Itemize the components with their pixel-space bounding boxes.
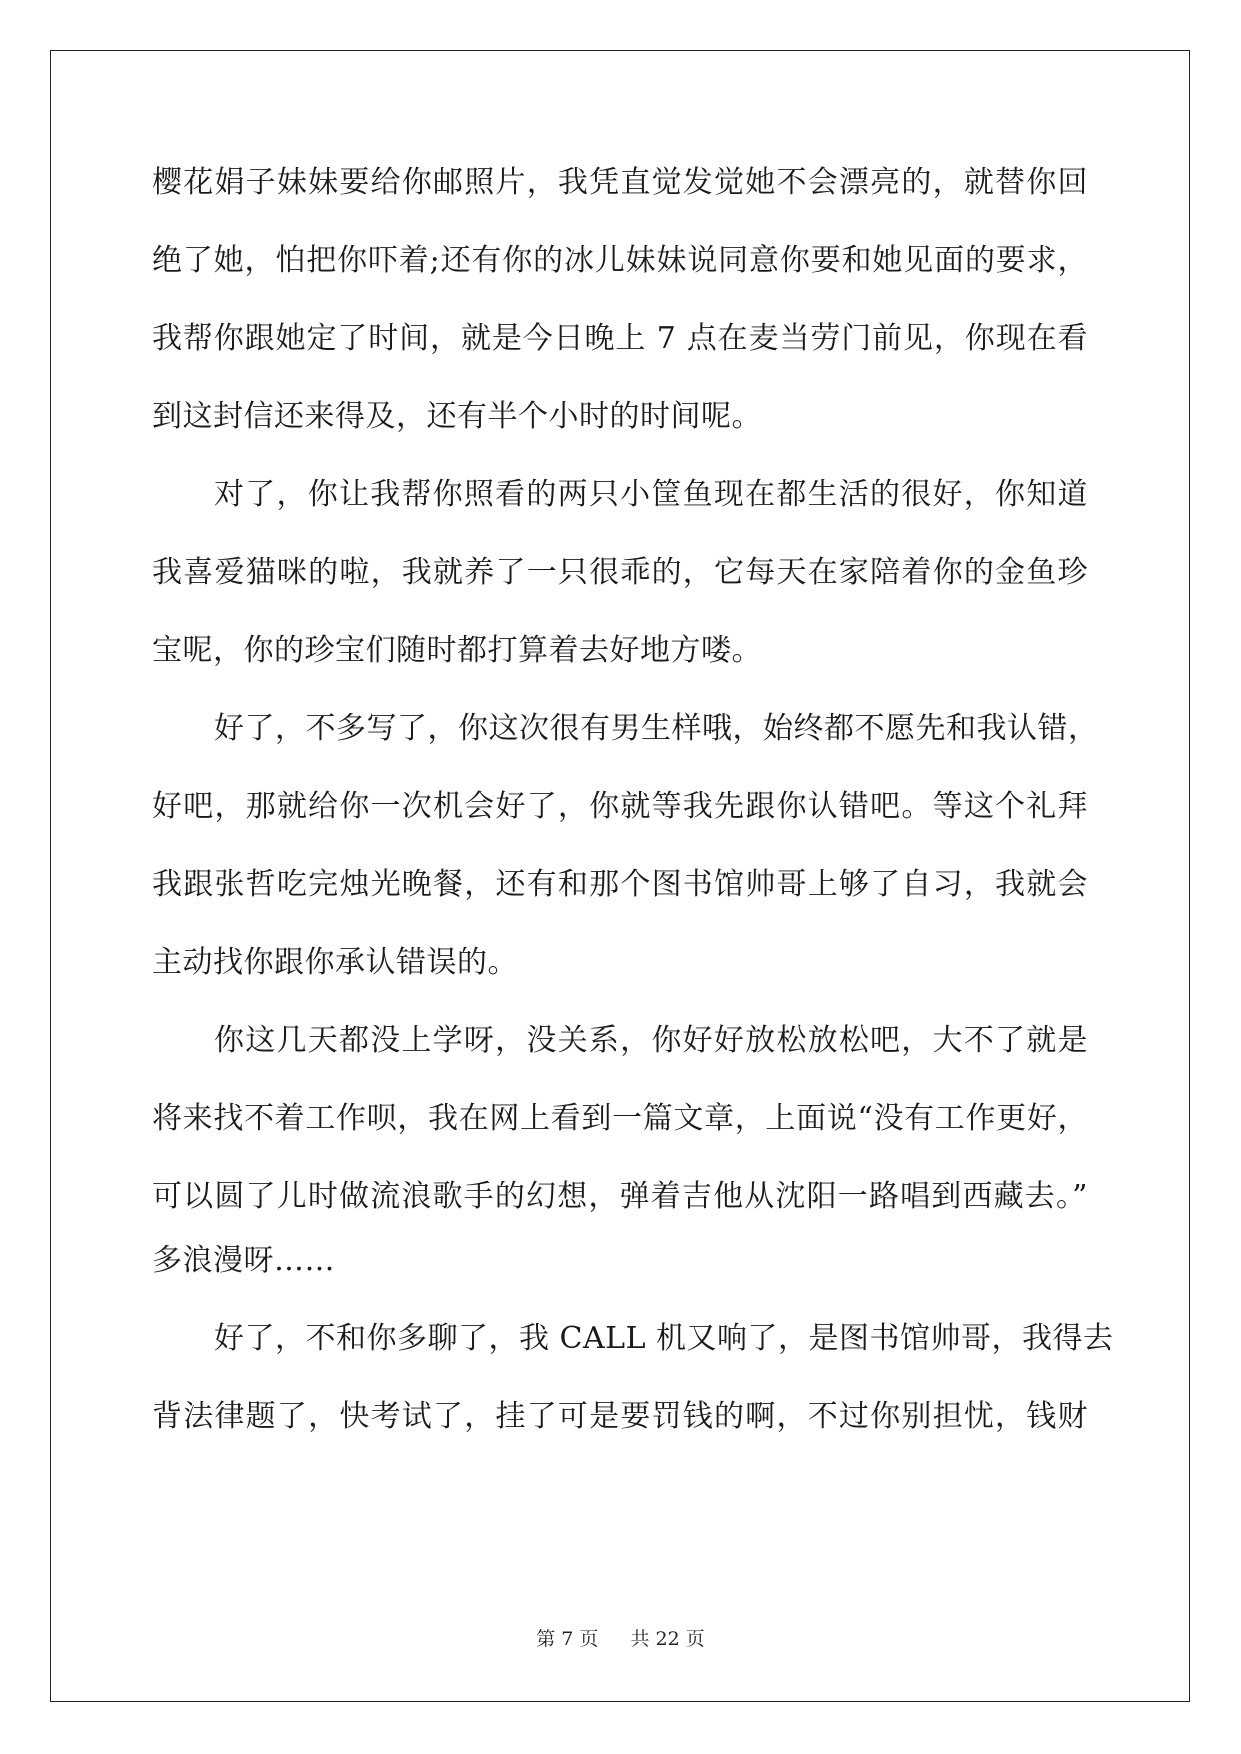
paragraph-first-line: 你这几天都没上学呀，没关系，你好好放松放松吧，大不了就是 — [214, 1023, 1088, 1058]
document-body — [152, 161, 1114, 1473]
text-line: 我帮你跟她定了时间，就是今日晚上 7 点在麦当劳门前见，你现在看 — [152, 321, 1088, 356]
text-line: 将来找不着工作呗，我在网上看到一篇文章，上面说“没有工作更好， — [152, 1101, 1088, 1136]
text-line: 背法律题了，快考试了，挂了可是要罚钱的啊，不过你别担忧，钱财 — [152, 1399, 1088, 1434]
text-line: 我跟张哲吃完烛光晚餐，还有和那个图书馆帅哥上够了自习，我就会 — [152, 867, 1088, 902]
paragraph-first-line: 好了，不多写了，你这次很有男生样哦，始终都不愿先和我认错， — [214, 711, 1099, 746]
page-number: 第 7 页 — [536, 1628, 599, 1650]
text-line: 可以圆了儿时做流浪歌手的幻想，弹着吉他从沈阳一路唱到西藏去。” — [152, 1179, 1088, 1214]
text-line: 樱花娟子妹妹要给你邮照片，我凭直觉发觉她不会漂亮的，就替你回 — [152, 165, 1088, 200]
text-line: 我喜爱猫咪的啦，我就养了一只很乖的，它每天在家陪着你的金鱼珍 — [152, 555, 1088, 590]
text-line: 绝了她，怕把你吓着;还有你的冰儿妹妹说同意你要和她见面的要求， — [152, 243, 1088, 278]
text-line: 多浪漫呀…… — [152, 1243, 335, 1278]
text-line: 主动找你跟你承认错误的。 — [152, 945, 518, 980]
paragraph-first-line: 对了，你让我帮你照看的两只小筐鱼现在都生活的很好，你知道 — [214, 477, 1088, 512]
paragraph-first-line: 好了，不和你多聊了，我 CALL 机又响了，是图书馆帅哥，我得去 — [214, 1321, 1114, 1356]
page-footer — [0, 1627, 1241, 1651]
text-line: 好吧，那就给你一次机会好了，你就等我先跟你认错吧。等这个礼拜 — [152, 789, 1088, 824]
page-total: 共 22 页 — [630, 1628, 705, 1650]
text-line: 到这封信还来得及，还有半个小时的时间呢。 — [152, 399, 762, 434]
text-line: 宝呢，你的珍宝们随时都打算着去好地方喽。 — [152, 633, 762, 668]
